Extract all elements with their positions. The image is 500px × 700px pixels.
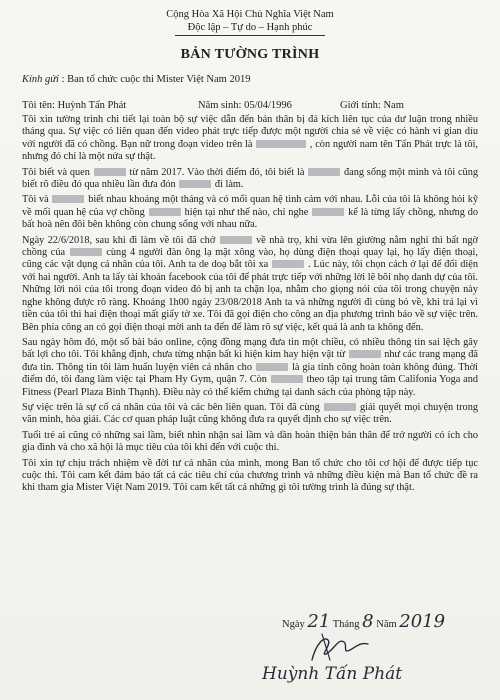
redaction-block [349,350,381,358]
text-run: đi làm. [214,179,244,191]
redaction-block [271,375,303,383]
paragraph [22,235,478,334]
text-run: hiện tại như thế nào, chỉ nghe [184,206,309,218]
text-run: Ngày 22/6/2018, sau khi đi làm về tôi đã chở [22,234,216,246]
motto-underline [175,35,325,36]
date-day: 21 [307,611,331,632]
paragraph [22,167,478,192]
date-year: 2019 [399,611,446,632]
text-run: Tôi và [22,194,49,206]
identity-gender: Giới tính: Nam [340,100,404,111]
redaction-block [220,236,252,244]
text-run: đang sống một mình và tôi cũng biết rõ điều đó qua nhiều lần đưa đón [22,166,479,191]
paragraph [22,114,478,164]
recipient-line [22,73,478,86]
identity-name: Tôi tên: Huỳnh Tấn Phát [22,100,127,111]
redaction-block [94,168,126,176]
text-run: từ năm 2017. Vào thời điểm đó, tôi biết là [129,166,305,178]
signature-scribble-icon [306,630,376,666]
document-title: BẢN TƯỜNG TRÌNH [180,47,320,62]
text-run: biết nhau khoảng một tháng và có mối quan hệ tình cảm với nhau. Lỗi của tôi là không hỏi kỹ về mối quan hệ của vợ chồng [22,194,478,218]
text-run: như các trang mạng đã đưa tin. Thông tin tôi làm huấn luyện viên cá nhân cho [22,349,478,373]
redaction-block [179,180,211,188]
text-run: Tuổi trẻ ai cũng có những sai lầm, biết nhìn nhận sai lầm và dần hoàn thiện bản thân để trở người có ích cho gia đình và cho xã hội là mục tiêu của tôi khi đến với cuộc thi. [22,429,478,454]
motto: Độc lập – Tự do – Hạnh phúc [187,22,313,33]
text-run: Tôi xin tường trình chi tiết lại toàn bộ sự việc dẫn đến bản thân bị đả kích liên tục của dư luận trong nhiều tháng qua. Sự việc có liên quan đến video phát trực tiếp được một người chia sẻ về việc có hành vi gian díu với người đã có chồng. Bạn nữ trong đoạn video trên là [22,114,478,150]
recipient-label: Kính gửi [22,74,59,85]
date-line [282,611,445,632]
text-run: là gia tỉnh công hoàn toàn không đúng. Thời điểm đó, tôi đang làm việc tại Pham Hy Gym, quận 7. Còn [22,361,478,386]
redaction-block [272,260,304,268]
identity-dob: Năm sinh: 05/04/1996 [198,100,292,111]
text-run: Tôi xin tự chịu trách nhiệm về đời tư cá nhân của mình, mong Ban tổ chức cho tôi cơ hội để được tiếp tục cuộc thi. Tôi cam kết đảm bảo tất cả các tiêu chí của chương trình và những điều kiện mà Ban tổ chức đề ra khi tham gia Mister Việt Nam 2019. Tôi cam kết tất cả những gì tôi tường trình là đúng sự thật. [22,457,478,494]
text-run: về nhà trọ, khi vừa lên giường nằm nghỉ thì bất ngờ chồng của [22,234,479,259]
redaction-block [149,208,181,216]
text-run: . Lúc này, tôi chọn cách ở lại để đối diện với hai người. Anh ta lấy tài khoản facebook của tôi để phát trực tiếp với những lời lẽ bôi nhọ danh dự của tôi. Những lời nói của tôi trong đoạn video đó bị anh ta chặn lọa, nhằm cho giọng nói của tôi trong chuyện này nghe không được rõ ràng. Khoảng 1h00 ngày 23/08/2018 Anh ta và những người đi cùng bỏ về, khi trả lại vì tiền của tôi thì hai điện thoại mất giấy tờ xe. Tôi đã gọi điện cho công an địa phương trình báo về sự việc trên. Bên phía công an có gọi điện thoại mời anh ta đến để làm rõ sự việc, kết quả là anh ta không đến. [22,259,479,333]
redaction-block [312,208,344,216]
date-month: 8 [362,611,374,632]
paragraph [22,337,478,399]
date-year-label: Năm [376,619,397,630]
text-run: Sự việc trên là sự cố cá nhân của tôi và các bên liên quan. Tôi đã cùng [22,401,320,413]
paragraph [22,194,478,231]
paragraph [22,402,478,427]
text-run: cùng 4 người đàn ông lạ mặt xông vào, họ dùng điện thoại quay lại, họ lấy điện thoại, cũng các vật dụng cá nhân của tôi. Anh ta de doạ bắt tôi xa [22,247,478,271]
identity-line [22,100,478,113]
text-run: Tôi biết và quen [22,166,90,178]
redaction-block [70,248,102,256]
redaction-block [256,363,288,371]
statement-body [22,114,478,495]
date-month-label: Tháng [332,619,360,630]
paragraph [22,458,478,495]
text-run: giải quyết mọi chuyện trong văn minh, hòa giải. Các cơ quan pháp luật cũng không đưa ra quyết định cho sự việc trên. [22,401,478,426]
redaction-block [308,168,340,176]
signature-name: Huỳnh Tấn Phát [262,664,403,684]
text-run: , còn người nam tên Tấn Phát trực là tôi, nhưng đó chỉ là một nửa sự thật. [22,138,478,163]
nation-header: Cộng Hòa Xã Hội Chủ Nghĩa Việt Nam [166,9,334,20]
text-run: kể là từng lấy chồng, nhưng do bất hoà nên đôi bên không còn chung sống với nhau nữa. [22,206,479,231]
text-run: Sau ngày hôm đó, một số bài báo online, cộng đồng mạng đưa tin một chiều, có nhiều thông tin sai lệch gây bất lợi cho tôi. Tôi khẳng định, chưa từng nhận bất kì hiện kim hay hiện vật từ [22,336,478,361]
paragraph [22,430,478,455]
redaction-block [256,140,306,148]
recipient-value: : Ban tổ chức cuộc thi Mister Việt Nam 2019 [61,74,251,85]
date-prefix: Ngày [282,619,305,630]
text-run: theo tập tại trung tâm Califonia Yoga and Fitness (Pearl Plaza Bình Thạnh). Điều này có thể kiểm chứng tại danh sách của phòng tập này. [22,374,479,398]
redaction-block [52,195,84,203]
redaction-block [324,403,356,411]
